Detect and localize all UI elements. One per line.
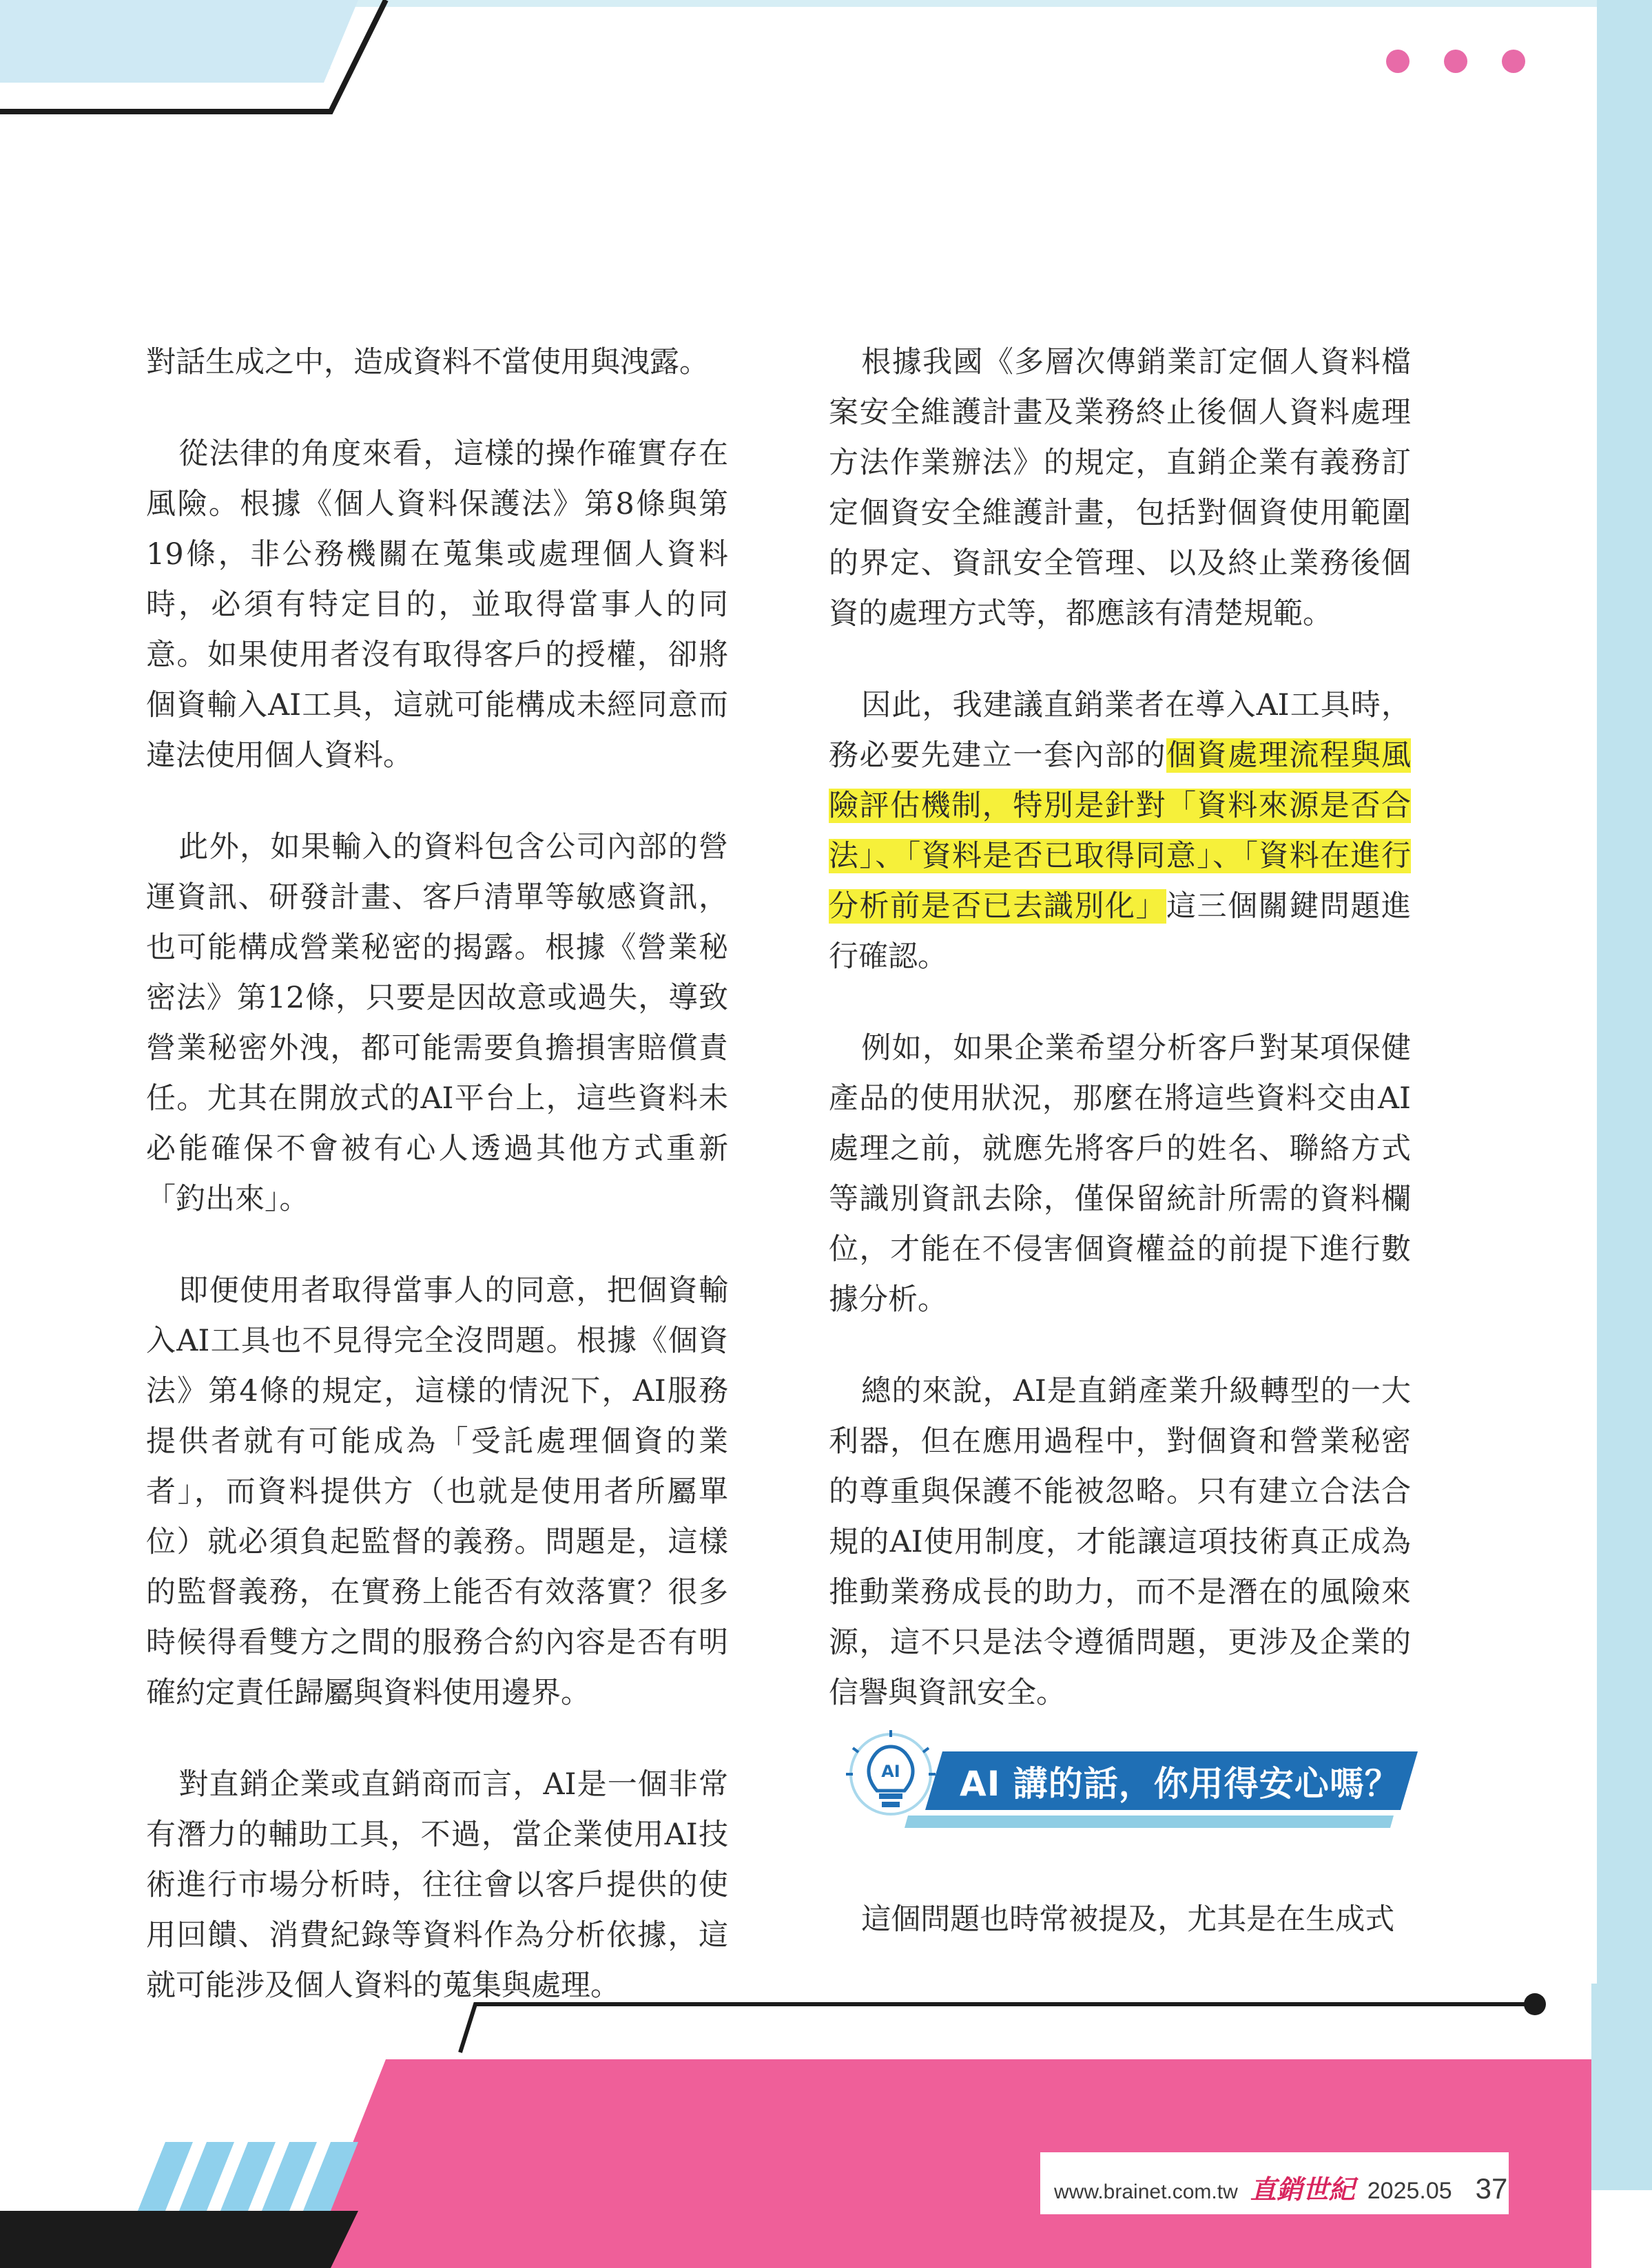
footer-url: www.brainet.com.tw bbox=[1054, 2181, 1238, 2203]
paragraph-text: 因此，我建議直銷業者在導入AI工具時，務必要先建立一套內部的 bbox=[829, 688, 1411, 773]
highlighted-text: 個資處理流程與風險評估機制，特別是針對「資料來源是否合法」、「資料是否已取得同意」、「資料在進行分析前是否已去識別化」 bbox=[829, 738, 1412, 924]
right-column bbox=[829, 337, 1411, 1760]
right-paragraph-3: 例如，如果企業希望分析客戶對某項保健產品的使用狀況，那麼在將這些資料交由AI處理之前，就應先將客戶的姓名、聯絡方式等識別資訊去除，僅保留統計所需的資料欄位，才能在不侵害個資權益的前提下進行數據分析。 bbox=[829, 1031, 1411, 1317]
issue-date: 2025.05 bbox=[1367, 2178, 1452, 2204]
bottom-decoration bbox=[0, 1984, 1652, 2268]
right-edge-strip bbox=[1597, 0, 1652, 2066]
lightbulb-ai-icon bbox=[839, 1727, 942, 1831]
page-footer bbox=[1054, 2168, 1507, 2206]
magazine-logo: 直銷世紀 bbox=[1250, 2174, 1355, 2205]
left-column bbox=[146, 337, 728, 2052]
dot bbox=[1444, 50, 1467, 73]
paragraph-text: 這三個關鍵問題進行確認。 bbox=[829, 889, 1412, 974]
section-heading bbox=[839, 1727, 1418, 1844]
right-paragraph-1: 根據我國《多層次傳銷業訂定個人資料檔案安全維護計畫及業務終止後個人資料處理方法作業辦法》的規定，直銷企業有義務訂定個資安全維護計畫，包括對個資使用範圍的界定、資訊安全管理、以及終止業務後個資的處理方式等，都應該有清楚規範。 bbox=[829, 345, 1411, 631]
ai-icon-label: AI bbox=[881, 1762, 900, 1781]
left-paragraph-3: 此外，如果輸入的資料包含公司內部的營運資訊、研發計畫、客戶清單等敏感資訊，也可能構成營業秘密的揭露。根據《營業秘密法》第12條，只要是因故意或過失，導致營業秘密外洩，都可能需要負擔損害賠償責任。尤其在開放式的AI平台上，這些資料未必能確保不會被有心人透過其他方式重新「釣出來」。 bbox=[146, 830, 728, 1216]
page-number: 37 bbox=[1475, 2172, 1508, 2205]
dot bbox=[1386, 50, 1410, 73]
left-paragraph-1: 對話生成之中，造成資料不當使用與洩露。 bbox=[146, 345, 709, 379]
left-paragraph-4: 即便使用者取得當事人的同意，把個資輸入AI工具也不見得完全沒問題。根據《個資法》第4條的規定，這樣的情況下，AI服務提供者就有可能成為「受託處理個資的業者」，而資料提供方（也就是使用者所屬單位）就必須負起監督的義務。問題是，這樣的監督義務，在實務上能否有效落實？很多時候得看雙方之間的服務合約內容是否有明確約定責任歸屬與資料使用邊界。 bbox=[146, 1273, 728, 1710]
left-paragraph-2: 從法律的角度來看，這樣的操作確實存在風險。根據《個人資料保護法》第8條與第19條，非公務機關在蒐集或處理個人資料時，必須有特定目的，並取得當事人的同意。如果使用者沒有取得客戶的授權，卻將個資輸入AI工具，這就可能構成未經同意而違法使用個人資料。 bbox=[146, 437, 728, 773]
section-first-line: 這個問題也時常被提及，尤其是在生成式 bbox=[861, 1902, 1395, 1937]
section-title: AI 講的話，你用得安心嗎？ bbox=[960, 1764, 1400, 1804]
right-paragraph-2 bbox=[829, 680, 1411, 982]
right-paragraph-4: 總的來說，AI是直銷產業升級轉型的一大利器，但在應用過程中，對個資和營業秘密的尊重與保護不能被忽略。只有建立合法合規的AI使用制度，才能讓這項技術真正成為推動業務成長的助力，而不是潛在的風險來源，這不只是法令遵循問題，更涉及企業的信譽與資訊安全。 bbox=[829, 1374, 1411, 1710]
page-dots bbox=[1386, 50, 1525, 73]
dot bbox=[1502, 50, 1525, 73]
left-paragraph-5: 對直銷企業或直銷商而言，AI是一個非常有潛力的輔助工具，不過，當企業使用AI技術進行市場分析時，往往會以客戶提供的使用回饋、消費紀錄等資料作為分析依據，這就可能涉及個人資料的蒐集與處理。 bbox=[146, 1767, 728, 2003]
